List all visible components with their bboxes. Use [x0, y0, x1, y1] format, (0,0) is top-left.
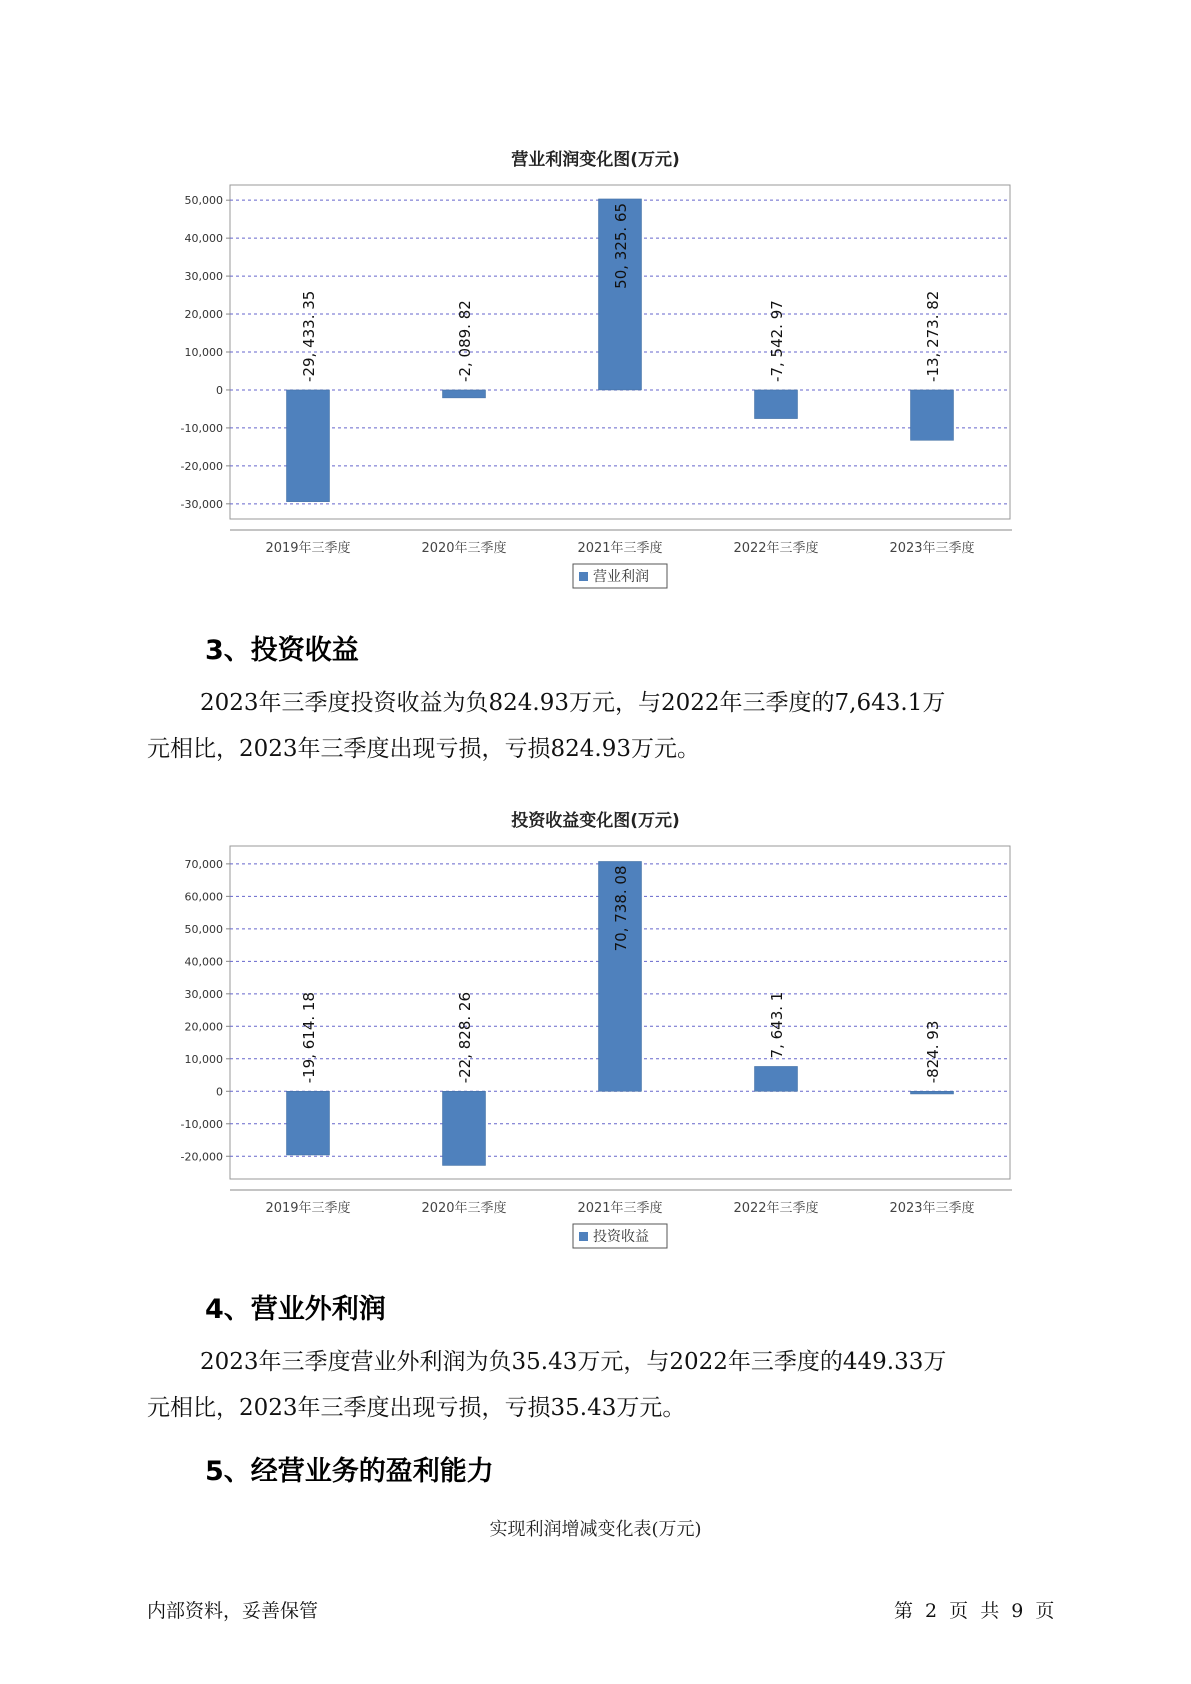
y-tick-label: 30,000: [184, 270, 223, 284]
x-tick-label: 2023年三季度: [889, 541, 975, 556]
x-tick-label: 2020年三季度: [421, 541, 507, 556]
y-tick-label: 40,000: [184, 955, 223, 969]
x-tick-label: 2020年三季度: [421, 1201, 507, 1216]
operating-profit-chart: [0, 175, 1191, 595]
x-tick-label: 2019年三季度: [265, 1201, 351, 1216]
y-tick-label: 50,000: [184, 194, 223, 208]
bar: [443, 1091, 486, 1165]
footer-page-number: 第 2 页 共 9 页: [894, 1600, 1055, 1622]
data-label: -13, 273. 82: [924, 290, 942, 382]
data-label: 50, 325. 65: [612, 202, 630, 289]
y-tick-label: -10,000: [180, 421, 223, 435]
y-tick-label: 50,000: [184, 922, 223, 936]
y-tick-label: -30,000: [180, 497, 223, 511]
bar: [911, 390, 954, 440]
section-3-line-1: 2023年三季度投资收益为负824.93万元，与2022年三季度的7,643.1万: [200, 690, 946, 716]
legend-swatch: [579, 572, 588, 581]
y-tick-label: 0: [216, 1085, 223, 1099]
x-tick-label: 2022年三季度: [733, 1201, 819, 1216]
y-tick-label: 60,000: [184, 890, 223, 904]
section-3-line-2: 元相比，2023年三季度出现亏损，亏损824.93万元。: [147, 736, 701, 762]
y-tick-label: -20,000: [180, 1150, 223, 1164]
y-tick-label: 10,000: [184, 1052, 223, 1066]
section-3-heading: 3、投资收益: [205, 635, 359, 666]
bar: [443, 390, 486, 398]
x-tick-label: 2021年三季度: [577, 541, 663, 556]
y-tick-label: -10,000: [180, 1117, 223, 1131]
data-label: -19, 614. 18: [300, 991, 318, 1084]
y-tick-label: 40,000: [184, 232, 223, 246]
y-tick-label: 70,000: [184, 857, 223, 871]
section-4-line-2: 元相比，2023年三季度出现亏损，亏损35.43万元。: [147, 1395, 686, 1421]
bar: [287, 390, 330, 502]
chart-title-operating-profit: 营业利润变化图(万元): [511, 150, 680, 170]
y-tick-label: -20,000: [180, 459, 223, 473]
data-label: -22, 828. 26: [456, 991, 474, 1084]
section-4-paragraph: [147, 1339, 1062, 1431]
y-tick-label: 10,000: [184, 346, 223, 359]
x-tick-label: 2019年三季度: [265, 541, 351, 556]
bar: [755, 1066, 798, 1091]
y-tick-label: 20,000: [184, 1020, 223, 1034]
chart-title-investment-income: 投资收益变化图(万元): [511, 811, 680, 831]
bar: [911, 1091, 954, 1094]
legend-label: 营业利润: [593, 569, 649, 585]
data-label: 70, 738. 08: [612, 865, 630, 952]
investment-income-chart: [0, 836, 1191, 1256]
legend-swatch: [579, 1232, 588, 1241]
bar: [287, 1091, 330, 1155]
footer-confidential-note: 内部资料，妥善保管: [147, 1600, 319, 1622]
y-tick-label: 0: [216, 383, 223, 397]
x-tick-label: 2022年三季度: [733, 541, 819, 556]
x-tick-label: 2021年三季度: [577, 1201, 663, 1216]
data-label: -824. 93: [924, 1020, 942, 1084]
bar: [755, 390, 798, 419]
data-label: -7, 542. 97: [768, 300, 786, 382]
section-5-heading: 5、经营业务的盈利能力: [205, 1456, 494, 1487]
y-tick-label: 30,000: [184, 987, 223, 1001]
section-3-paragraph: [147, 680, 1062, 772]
section-4-heading: 4、营业外利润: [205, 1294, 386, 1325]
table-caption: 实现利润增减变化表(万元): [489, 1519, 702, 1540]
section-4-line-1: 2023年三季度营业外利润为负35.43万元，与2022年三季度的449.33万: [200, 1349, 947, 1375]
y-tick-label: 20,000: [184, 308, 223, 322]
x-tick-label: 2023年三季度: [889, 1201, 975, 1216]
data-label: -29, 433. 35: [300, 290, 318, 382]
data-label: 7, 643. 1: [768, 991, 786, 1059]
data-label: -2, 089. 82: [456, 300, 474, 382]
legend-label: 投资收益: [593, 1229, 649, 1245]
